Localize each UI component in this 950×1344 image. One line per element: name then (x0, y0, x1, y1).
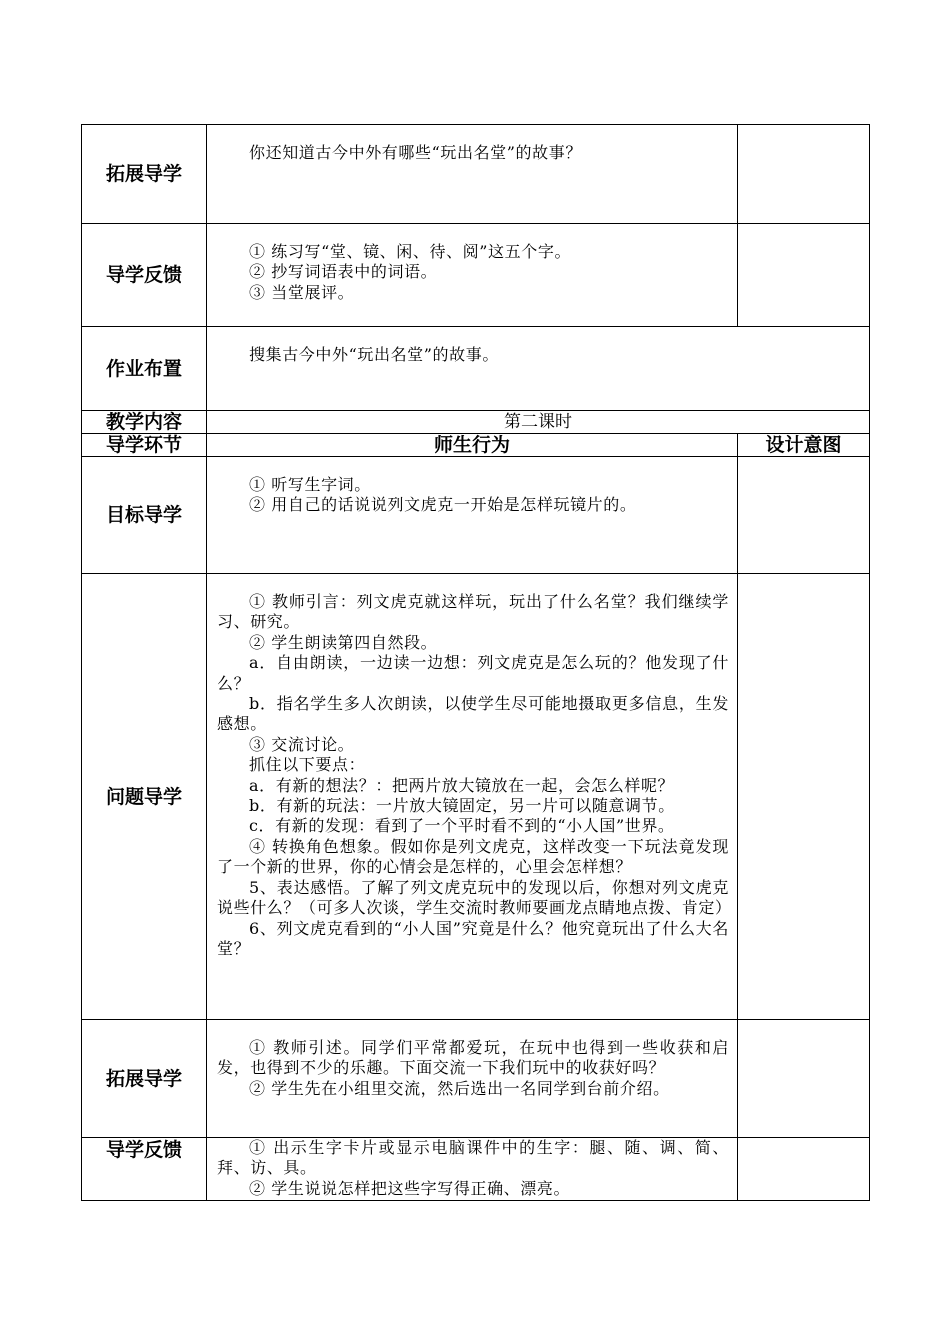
content-line: ③ 交流讨论。 (249, 734, 355, 754)
row-label: 导学反馈 (82, 224, 207, 327)
row-fankui-1 (82, 224, 870, 327)
content-line: 你还知道古今中外有哪些“玩出名堂”的故事？ (249, 143, 582, 162)
design-intent-cell (738, 125, 870, 224)
row-content (207, 574, 738, 1020)
row-content (207, 125, 738, 224)
header-intent: 设计意图 (738, 434, 870, 457)
content-line: 5、表达感悟。了解了列文虎克玩中的发现以后，你想对列文虎克说些什么？（可多人次谈，学生交流时教师要画龙点睛地点拨、肯定） (217, 877, 732, 918)
content-line: ① 练习写“堂、镜、闲、待、阅”这五个字。 (249, 242, 572, 261)
content-line: b．有新的玩法：一片放大镜固定，另一片可以随意调节。 (249, 796, 675, 816)
content-line: ② 学生说说怎样把这些字写得正确、漂亮。 (249, 1178, 571, 1198)
content-line: ② 用自己的话说说列文虎克一开始是怎样玩镜片的。 (249, 495, 637, 515)
content-line: ① 教师引言：列文虎克就这样玩，玩出了什么名堂？我们继续学习、研究。 (217, 592, 729, 632)
design-intent-cell (738, 224, 870, 327)
row-zuoye (82, 327, 870, 411)
content-line: ② 抄写词语表中的词语。 (249, 262, 438, 282)
row-fankui-2 (82, 1138, 870, 1201)
design-intent-cell (738, 457, 870, 574)
content-line: a．有新的想法？：把两片放大镜放在一起，会怎么样呢？ (249, 775, 675, 795)
row-label: 拓展导学 (82, 1020, 207, 1138)
row-tuozhan-2 (82, 1020, 870, 1138)
lesson-period: 第二课时 (207, 411, 870, 434)
design-intent-cell (738, 574, 870, 1020)
header-stage: 导学环节 (82, 434, 207, 457)
content-line: 搜集古今中外“玩出名堂”的故事。 (249, 345, 499, 364)
row-jiaoxue-neirong (82, 411, 870, 434)
row-label: 目标导学 (82, 457, 207, 574)
row-label: 导学反馈 (82, 1138, 207, 1201)
header-actions: 师生行为 (207, 434, 738, 457)
row-content (207, 224, 738, 327)
design-intent-cell (738, 1138, 870, 1201)
content-line: c．有新的发现：看到了一个平时看不到的“小人国”世界。 (249, 816, 675, 836)
design-intent-cell (738, 1020, 870, 1138)
column-header-row (82, 434, 870, 457)
row-wenti (82, 574, 870, 1020)
row-content (207, 1020, 738, 1138)
row-tuozhan-1 (82, 125, 870, 224)
row-label: 拓展导学 (82, 125, 207, 224)
row-content (207, 457, 738, 574)
row-content (207, 327, 870, 411)
content-line: ② 学生先在小组里交流，然后选出一名同学到台前介绍。 (249, 1078, 670, 1098)
content-line: ③ 当堂展评。 (249, 282, 355, 302)
content-line: ① 教师引述。同学们平常都爱玩，在玩中也得到一些收获和启发，也得到不少的乐趣。下面交流一下我们玩中的收获好吗？ (217, 1038, 729, 1078)
row-content (207, 1138, 738, 1201)
content-line: a．自由朗读，一边读一边想：列文虎克是怎么玩的？他发现了什么？ (217, 653, 729, 693)
row-mubiao (82, 457, 870, 574)
content-line: ② 学生朗读第四自然段。 (249, 632, 438, 652)
content-line: 抓住以下要点： (249, 755, 366, 775)
content-line: ④ 转换角色想象。假如你是列文虎克，这样改变一下玩法竟发现了一个新的世界，你的心情会是怎样的，心里会怎样想？ (217, 836, 729, 877)
content-line: ① 听写生字词。 (249, 475, 371, 494)
content-line: b．指名学生多人次朗读，以使学生尽可能地摄取更多信息，生发感想。 (217, 694, 729, 734)
lesson-plan-table (81, 124, 870, 1201)
row-label: 问题导学 (82, 574, 207, 1020)
row-label: 教学内容 (82, 411, 207, 434)
content-line: 6、列文虎克看到的“小人国”究竟是什么？他究竟玩出了什么大名堂？ (217, 918, 729, 958)
content-line: ① 出示生字卡片或显示电脑课件中的生字：腿、随、调、简、拜、访、具。 (217, 1138, 729, 1178)
row-label: 作业布置 (82, 327, 207, 411)
